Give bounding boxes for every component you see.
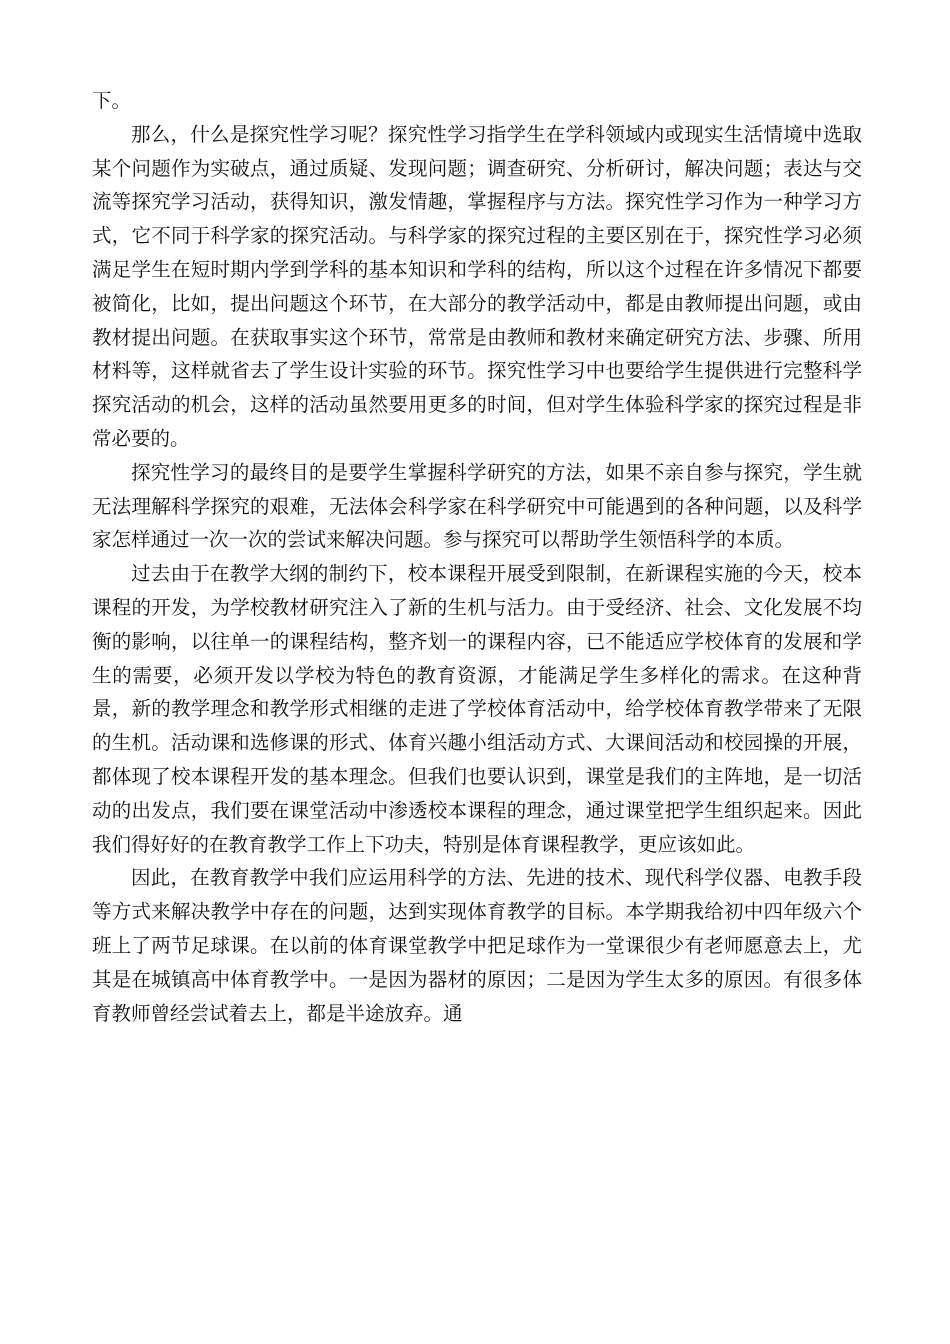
document-page <box>92 84 862 1030</box>
paragraph-continuation: 下。 <box>92 89 132 112</box>
paragraph-inquiry-learning-definition: 那么，什么是探究性学习呢？探究性学习指学生在学科领域内或现实生活情境中选取某个问题作为实破点，通过质疑、发现问题；调查研究、分析研讨，解决问题；表达与交流等探究学习活动，获得知识，激发情趣，掌握程序与方法。探究性学习作为一种学习方式，它不同于科学家的探究活动。与科学家的探究过程的主要区别在于，探究性学习必须满足学生在短时期内学到学科的基本知识和学科的结构，所以这个过程在许多情况下都要被简化，比如，提出问题这个环节，在大部分的教学活动中，都是由教师提出问题，或由教材提出问题。在获取事实这个环节，常常是由教师和教材来确定研究方法、步骤、所用材料等，这样就省去了学生设计实验的环节。探究性学习中也要给学生提供进行完整科学探究活动的机会，这样的活动虽然要用更多的时间，但对学生体验科学家的探究过程是非常必要的。 <box>92 122 862 450</box>
paragraph-school-curriculum: 过去由于在教学大纲的制约下，校本课程开展受到限制，在新课程实施的今天，校本课程的开发，为学校教材研究注入了新的生机与活力。由于受经济、社会、文化发展不均衡的影响，以往单一的课程结构，整齐划一的课程内容，已不能适应学校体育的发展和学生的需要，必须开发以学校为特色的教育资源，才能满足学生多样化的需求。在这种背景，新的教学理念和教学形式相继的走进了学校体育活动中，给学校体育教学带来了无限的生机。活动课和选修课的形式、体育兴趣小组活动方式、大课间活动和校园操的开展，都体现了校本课程开发的基本理念。但我们也要认识到，课堂是我们的主阵地，是一切活动的出发点，我们要在课堂活动中渗透校本课程的理念，通过课堂把学生组织起来。因此我们得好好的在教育教学工作上下功夫，特别是体育课程教学，更应该如此。 <box>92 562 862 856</box>
paragraph-teaching-methods: 因此，在教育教学中我们应运用科学的方法、先进的技术、现代科学仪器、电教手段等方式来解决教学中存在的问题，达到实现体育教学的目标。本学期我给初中四年级六个班上了两节足球课。在以前的体育课堂教学中把足球作为一堂课很少有老师愿意去上，尤其是在城镇高中体育教学中。一是因为器材的原因；二是因为学生太多的原因。有很多体育教师曾经尝试着去上，都是半途放弃。通 <box>92 866 862 1025</box>
paragraph-inquiry-learning-goal: 探究性学习的最终目的是要学生掌握科学研究的方法，如果不亲自参与探究，学生就无法理解科学探究的艰难，无法体会科学家在科学研究中可能遇到的各种问题，以及科学家怎样通过一次一次的尝试来解决问题。参与探究可以帮助学生领悟科学的本质。 <box>92 460 862 552</box>
